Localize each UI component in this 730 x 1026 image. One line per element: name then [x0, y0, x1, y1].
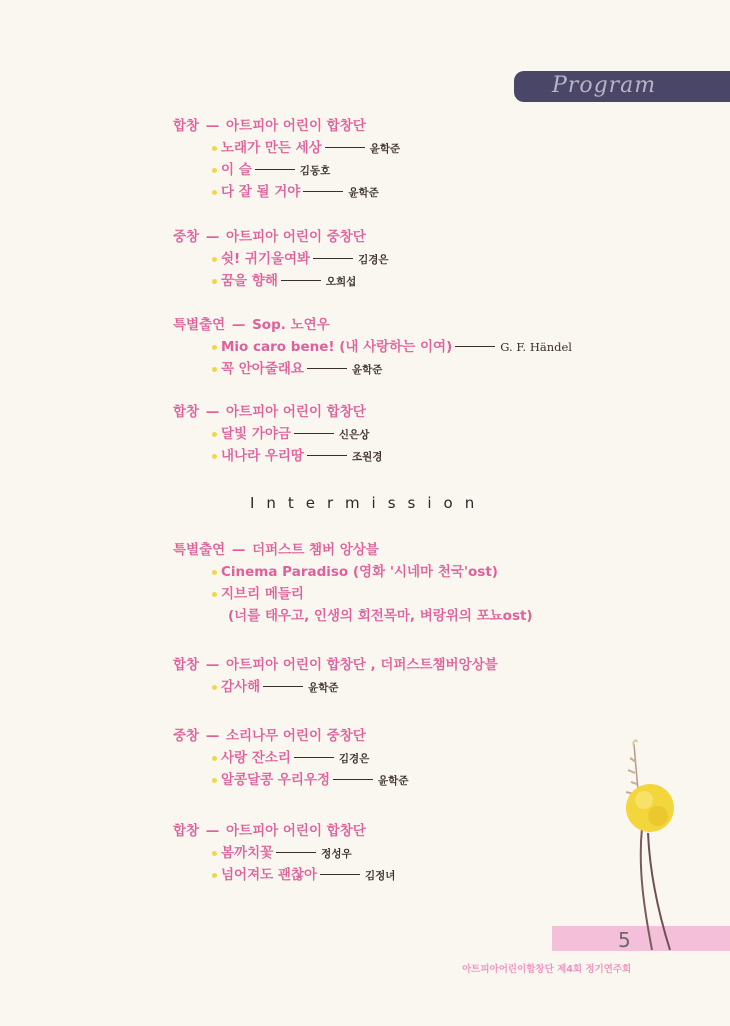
divider-line: [255, 169, 295, 170]
section-dash: —: [231, 317, 246, 333]
program-item: [173, 336, 572, 358]
section-heading: [173, 401, 382, 423]
section-performer: 아트피아 어린이 중창단: [226, 229, 366, 245]
bullet-icon: [212, 851, 217, 856]
section-type: 특별출연: [173, 542, 226, 558]
program-item: [173, 769, 408, 791]
section-dash: —: [205, 118, 220, 134]
flower-illustration: [604, 738, 704, 953]
divider-line: [294, 433, 334, 434]
item-composer: 김정녀: [365, 870, 396, 882]
program-section: [173, 539, 533, 627]
item-composer: 김경은: [338, 753, 370, 765]
section-performer: 아트피아 어린이 합창단: [226, 118, 366, 134]
divider-line: [263, 686, 303, 687]
item-title: 사랑 잔소리: [221, 750, 291, 766]
section-heading: [173, 115, 400, 137]
section-dash: —: [205, 229, 220, 245]
divider-line: [281, 280, 321, 281]
item-title: 알콩달콩 우리우정: [221, 772, 331, 788]
bullet-icon: [212, 257, 217, 262]
section-heading: [173, 725, 408, 747]
item-composer: 윤학준: [348, 187, 379, 199]
section-performer: 소리나무 어린이 중창단: [226, 728, 366, 744]
bullet-icon: [212, 146, 217, 151]
divider-line: [455, 346, 495, 347]
section-performer: 아트피아 어린이 합창단: [226, 404, 366, 420]
bullet-icon: [212, 873, 217, 878]
divider-line: [320, 874, 360, 875]
page-number: 5: [618, 928, 631, 952]
program-item: [173, 864, 395, 886]
program-section: [173, 725, 408, 791]
bullet-icon: [212, 778, 217, 783]
section-dash: —: [205, 657, 220, 673]
program-tab-label: Program: [552, 73, 657, 98]
bullet-icon: [212, 454, 217, 459]
program-section: [173, 654, 498, 698]
bullet-icon: [212, 279, 217, 284]
footer-text: 아트피아어린이합창단 제4회 정기연주회: [462, 964, 632, 975]
item-title: 이 슬: [221, 162, 252, 178]
bullet-icon: [212, 592, 217, 597]
section-dash: —: [231, 542, 246, 558]
item-title: 다 잘 될 거야: [221, 184, 301, 200]
item-title: 쉿! 귀기울여봐: [221, 251, 311, 267]
program-item: [173, 747, 408, 769]
program-item: [173, 842, 395, 864]
program-section: [173, 401, 382, 467]
program-item: [173, 423, 382, 445]
divider-line: [333, 779, 373, 780]
program-section: [173, 226, 389, 292]
item-title: 봄까치꽃: [221, 845, 274, 861]
bullet-icon: [212, 168, 217, 173]
section-performer: 더퍼스트 챔버 앙상블: [252, 542, 379, 558]
item-composer: 김동호: [299, 165, 331, 177]
divider-line: [307, 455, 347, 456]
program-item: [173, 248, 389, 270]
section-dash: —: [205, 728, 220, 744]
section-type: 특별출연: [173, 317, 226, 333]
intermission-label: Intermission: [250, 494, 487, 512]
program-item-detail: [173, 605, 533, 627]
item-title: 감사해: [221, 679, 261, 695]
program-section: [173, 314, 572, 380]
section-heading: [173, 539, 533, 561]
program-item: [173, 358, 572, 380]
program-item: [173, 676, 498, 698]
bullet-icon: [212, 570, 217, 575]
item-title: 달빛 가야금: [221, 426, 291, 442]
section-dash: —: [205, 404, 220, 420]
program-item: [173, 561, 533, 583]
item-title: Cinema Paradiso (영화 '시네마 천국'ost): [221, 564, 498, 580]
program-section: [173, 115, 400, 203]
program-tab: [514, 71, 730, 102]
item-title: 넘어져도 괜찮아: [221, 867, 317, 883]
divider-line: [276, 852, 316, 853]
bullet-icon: [212, 432, 217, 437]
section-type: 중창: [173, 229, 200, 245]
section-type: 합창: [173, 657, 200, 673]
section-heading: [173, 654, 498, 676]
item-composer: 조원경: [351, 451, 383, 463]
divider-line: [307, 368, 347, 369]
divider-line: [325, 147, 365, 148]
item-composer: 김경은: [358, 254, 389, 266]
program-section: [173, 820, 395, 886]
item-composer: 신은상: [338, 429, 370, 441]
item-title: 노래가 만든 세상: [221, 140, 322, 156]
section-dash: —: [205, 823, 220, 839]
bullet-icon: [212, 756, 217, 761]
bullet-icon: [212, 685, 217, 690]
bullet-icon: [212, 190, 217, 195]
item-composer: 윤학준: [369, 143, 401, 155]
program-item: [173, 159, 400, 181]
program-item: [173, 445, 382, 467]
divider-line: [313, 258, 353, 259]
divider-line: [303, 191, 343, 192]
item-composer: G. F. Händel: [500, 340, 572, 354]
bullet-icon: [212, 345, 217, 350]
section-type: 합창: [173, 404, 200, 420]
program-item: [173, 583, 533, 605]
program-item: [173, 137, 400, 159]
section-type: 합창: [173, 823, 200, 839]
item-composer: 윤학준: [308, 682, 339, 694]
item-composer: 윤학준: [378, 775, 409, 787]
section-heading: [173, 314, 572, 336]
divider-line: [294, 757, 334, 758]
item-composer: 윤학준: [351, 364, 383, 376]
section-performer: Sop. 노연우: [252, 317, 330, 333]
item-title: 꼭 안아줄래요: [221, 361, 304, 377]
item-title: (너를 태우고, 인생의 회전목마, 벼랑위의 포뇨ost): [228, 608, 533, 624]
section-performer: 아트피아 어린이 합창단 , 더퍼스트챔버앙상블: [226, 657, 498, 673]
section-heading: [173, 820, 395, 842]
program-item: [173, 270, 389, 292]
item-title: 꿈을 향해: [221, 273, 278, 289]
section-heading: [173, 226, 389, 248]
item-title: 지브리 메들리: [221, 586, 304, 602]
program-item: [173, 181, 400, 203]
item-title: 내나라 우리땅: [221, 448, 304, 464]
section-type: 중창: [173, 728, 200, 744]
item-composer: 정성우: [321, 848, 352, 860]
bullet-icon: [212, 367, 217, 372]
item-composer: 오희섭: [325, 276, 357, 288]
item-title: Mio caro bene! (내 사랑하는 이여): [221, 339, 453, 355]
section-performer: 아트피아 어린이 합창단: [226, 823, 366, 839]
section-type: 합창: [173, 118, 200, 134]
